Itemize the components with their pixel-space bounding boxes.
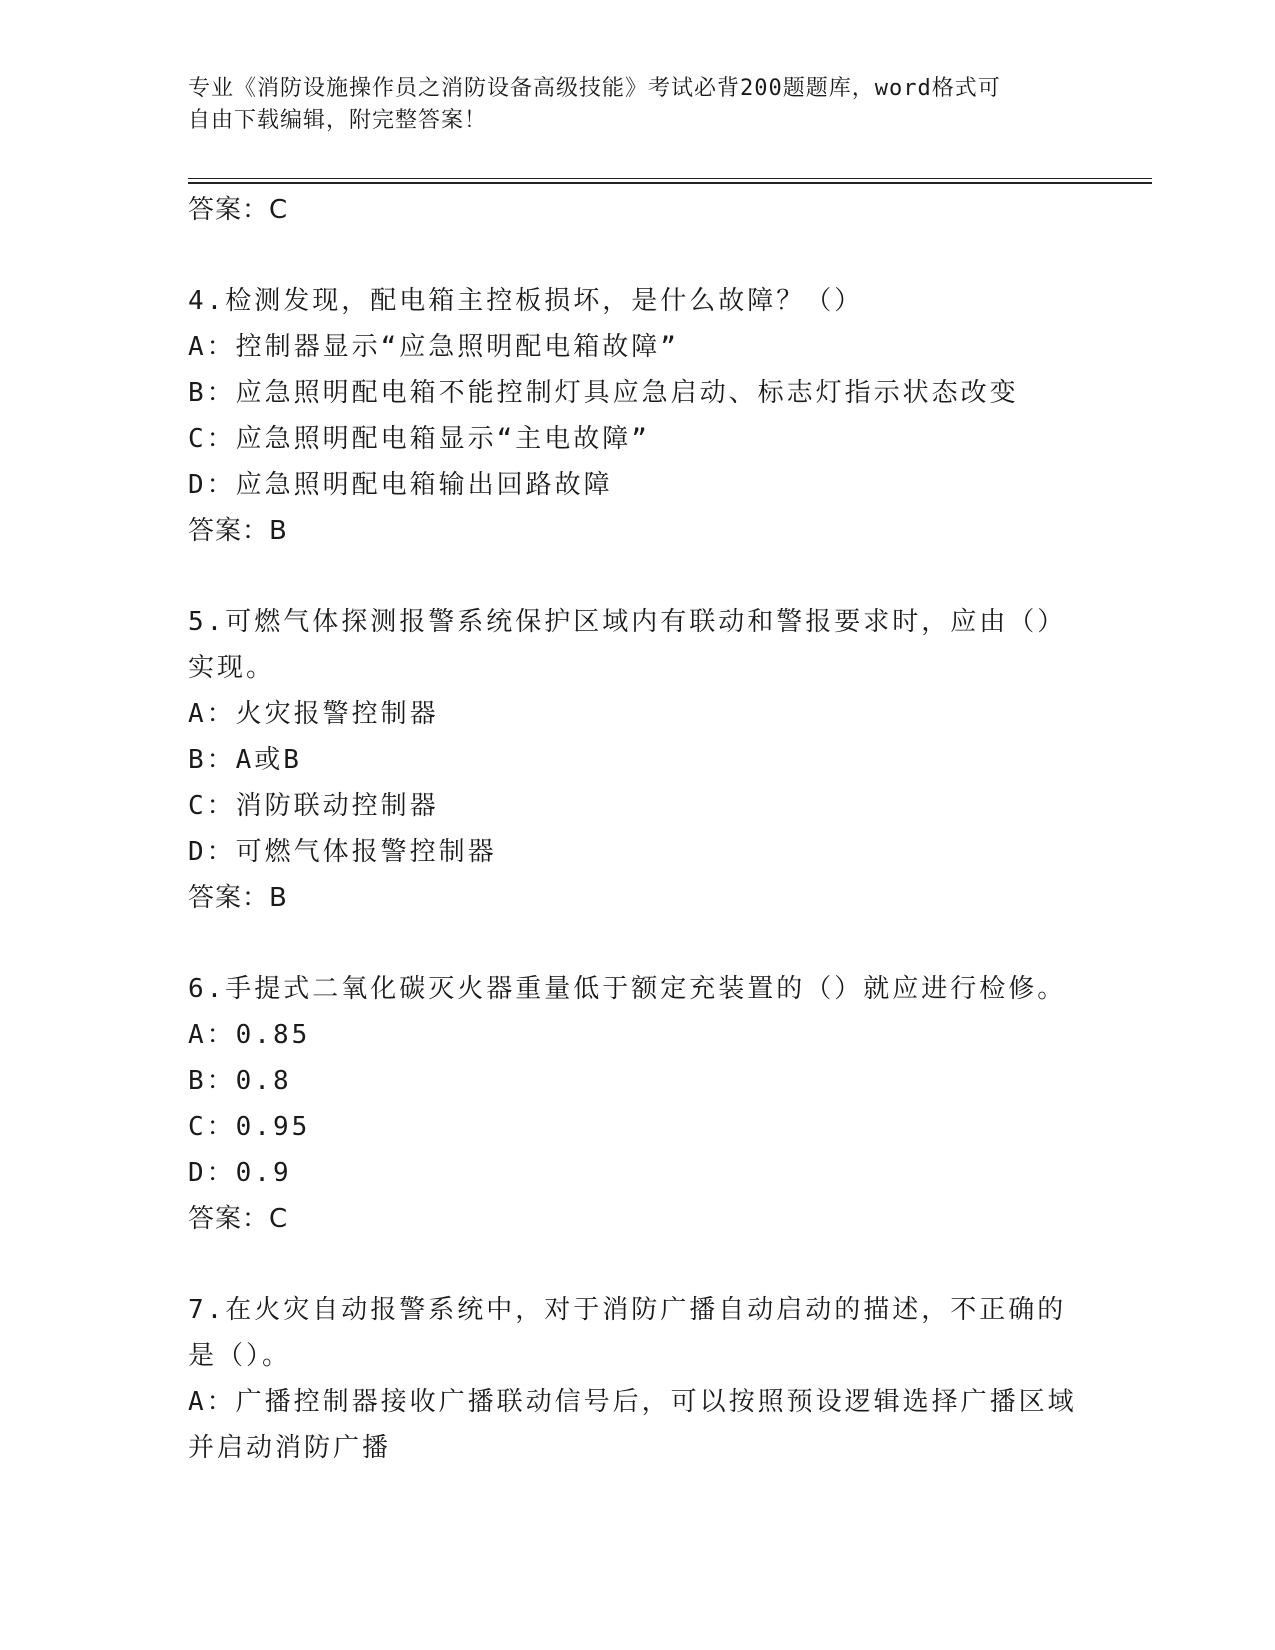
- document-header: [188, 73, 1068, 137]
- answer-line: 答案：C: [188, 195, 289, 225]
- option-b: B：A或B: [188, 745, 302, 775]
- question-block: [188, 599, 1088, 921]
- option-a: A：0.85: [188, 1020, 311, 1050]
- header-divider-thin: [188, 178, 1152, 179]
- question-stem: 4.检测发现，配电箱主控板损坏，是什么故障？（）: [188, 286, 864, 316]
- question-stem: 6.手提式二氧化碳灭火器重量低于额定充装置的（）就应进行检修。: [188, 974, 1067, 1004]
- option-c: C：应急照明配电箱显示“主电故障”: [188, 424, 650, 454]
- option-d: D：应急照明配电箱输出回路故障: [188, 470, 613, 500]
- option-c: C：0.95: [188, 1112, 311, 1142]
- answer-line: 答案：B: [188, 516, 288, 546]
- spacer: [188, 554, 1088, 599]
- question-block: [188, 966, 1088, 1242]
- header-divider-thick: [188, 182, 1152, 184]
- option-b: B：应急照明配电箱不能控制灯具应急启动、标志灯指示状态改变: [188, 378, 1019, 408]
- spacer: [188, 921, 1088, 966]
- question-block: [188, 1287, 1088, 1471]
- spacer: [188, 1242, 1088, 1287]
- question-stem-continued: 是（）。: [188, 1341, 292, 1371]
- spacer: [188, 233, 1088, 278]
- option-a: A：控制器显示“应急照明配电箱故障”: [188, 332, 679, 362]
- document-body: [188, 187, 1088, 1471]
- option-a: A：火灾报警控制器: [188, 699, 439, 729]
- option-a: A：广播控制器接收广播联动信号后，可以按照预设逻辑选择广播区域: [188, 1387, 1077, 1417]
- option-c: C：消防联动控制器: [188, 791, 439, 821]
- answer-line: 答案：B: [188, 883, 288, 913]
- option-d: D：0.9: [188, 1158, 292, 1188]
- option-b: B：0.8: [188, 1066, 292, 1096]
- option-d: D：可燃气体报警控制器: [188, 837, 497, 867]
- answer-line: 答案：C: [188, 1204, 289, 1234]
- option-a-continued: 并启动消防广播: [188, 1433, 392, 1463]
- header-line-2: 自由下载编辑，附完整答案！: [188, 108, 488, 133]
- question-block: [188, 278, 1088, 554]
- question-stem-continued: 实现。: [188, 653, 276, 683]
- question-stem: 7.在火灾自动报警系统中，对于消防广播自动启动的描述，不正确的: [188, 1295, 1067, 1325]
- question-stem: 5.可燃气体探测报警系统保护区域内有联动和警报要求时，应由（）: [188, 607, 1067, 637]
- header-line-1: 专业《消防设施操作员之消防设备高级技能》考试必背200题题库，word格式可: [188, 76, 1001, 101]
